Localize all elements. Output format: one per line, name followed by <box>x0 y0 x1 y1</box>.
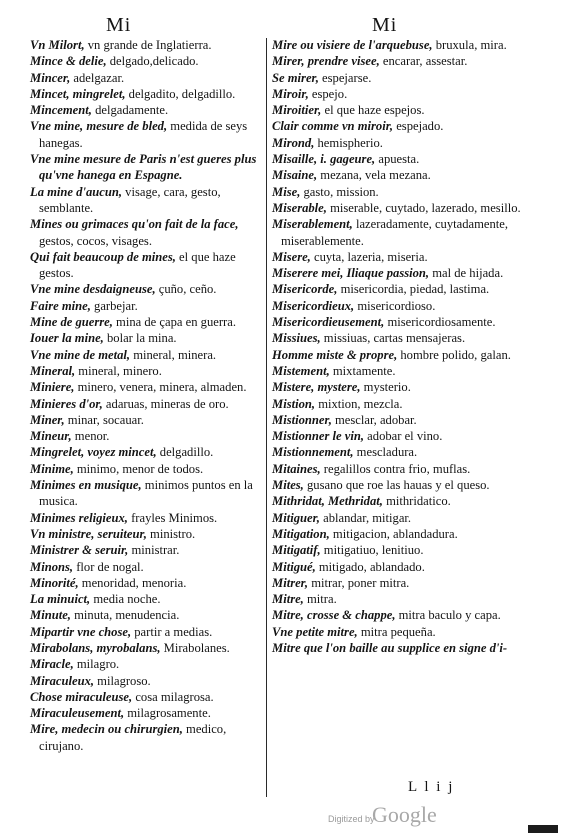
entry-headword: Mitigatif, <box>272 543 321 558</box>
dictionary-entry <box>30 412 262 428</box>
entry-headword: Minimes en musique, <box>30 478 142 493</box>
entry-headword: La minuict, <box>30 592 91 607</box>
entry-definition: minuta, menudencia. <box>70 608 180 623</box>
entry-headword: Mistionner le vin, <box>272 429 365 444</box>
entry-headword: Homme miste & propre, <box>272 347 398 362</box>
entry-definition: menor. <box>71 429 110 444</box>
entry-definition: çuño, ceño. <box>155 282 217 297</box>
header-left: Mi <box>106 14 132 36</box>
dictionary-entry <box>272 412 530 428</box>
entry-headword: Mitrer, <box>272 575 309 590</box>
entry-definition: el que haze gestos. <box>39 249 236 281</box>
entry-headword: Ministrer & seruir, <box>30 543 129 558</box>
entry-headword: Se mirer, <box>272 70 319 85</box>
entry-headword: Faire mine, <box>30 298 91 313</box>
entry-headword: Miracle, <box>30 657 74 672</box>
entry-headword: Mitre, <box>272 592 304 607</box>
entry-headword: Mistion, <box>272 396 316 411</box>
entry-headword: Mistere, mystere, <box>272 380 361 395</box>
dictionary-entry <box>30 330 262 346</box>
dictionary-entry <box>30 102 262 118</box>
entry-headword: Vne mine de metal, <box>30 347 131 362</box>
dictionary-entry <box>30 624 262 640</box>
dictionary-entry <box>272 363 530 379</box>
dictionary-entry <box>272 379 530 395</box>
entry-headword: Vne mine mesure de Paris n'est gueres plus qu'vne hanega en Espagne. <box>30 152 257 183</box>
entry-headword: Mitre que l'on baille au supplice en signe d'i- <box>272 640 508 655</box>
dictionary-entry <box>30 86 262 102</box>
entry-headword: Misericordieux, <box>272 298 355 313</box>
entry-headword: Mines ou grimaces qu'on fait de la face, <box>30 217 239 232</box>
entry-definition: missiuas, cartas mensajeras. <box>320 331 466 346</box>
dictionary-entry <box>30 575 262 591</box>
entry-headword: Miserablement, <box>272 217 353 232</box>
entry-headword: Mire, medecin ou chirurgien, <box>30 722 183 737</box>
dictionary-entry <box>272 559 530 575</box>
entry-headword: Vn Milort, <box>30 38 85 52</box>
dictionary-entry <box>30 477 262 510</box>
dictionary-entry <box>272 184 530 200</box>
entry-definition: delgadamente. <box>91 103 169 118</box>
entry-headword: Mincement, <box>30 103 92 118</box>
entry-definition: flor de nogal. <box>73 559 144 574</box>
dictionary-entry <box>272 396 530 412</box>
entry-definition: mitra. <box>303 592 337 607</box>
entry-headword: Mince & delie, <box>30 54 107 69</box>
entry-headword: Misere, <box>272 249 311 264</box>
dictionary-entry <box>30 444 262 460</box>
entry-headword: Mithridat, Methridat, <box>272 494 383 509</box>
dictionary-entry <box>30 184 262 217</box>
entry-definition: espejo. <box>308 86 348 101</box>
dictionary-entry <box>272 542 530 558</box>
entry-definition: gusano que roe las hauas y el queso. <box>303 478 490 493</box>
entry-definition: delgadito, delgadillo. <box>125 86 236 101</box>
watermark-brand: Google <box>372 802 437 827</box>
entry-definition: minar, socauar. <box>64 412 144 427</box>
entry-definition: mineral, minera. <box>130 347 217 362</box>
dictionary-entry <box>30 298 262 314</box>
entry-definition: delgadillo. <box>156 445 214 460</box>
dictionary-entry <box>30 118 262 151</box>
dictionary-entry <box>272 86 530 102</box>
entry-definition: bruxula, mira. <box>432 38 507 52</box>
dictionary-entry <box>272 493 530 509</box>
entry-definition: hombre polido, galan. <box>397 347 511 362</box>
entry-definition: ablandar, mitigar. <box>319 510 412 525</box>
entry-headword: Mitaines, <box>272 461 321 476</box>
entry-definition: ministrar. <box>128 543 180 558</box>
entry-definition: adaruas, mineras de oro. <box>102 396 229 411</box>
dictionary-entry <box>272 444 530 460</box>
dictionary-entry <box>272 70 530 86</box>
entry-definition: mineral, minero. <box>75 363 162 378</box>
dictionary-entry <box>30 689 262 705</box>
entry-definition: mixtamente. <box>329 363 396 378</box>
entry-definition: adobar el vino. <box>364 429 443 444</box>
entry-headword: Misaille, i. gageure, <box>272 152 376 167</box>
entry-headword: Mistionnement, <box>272 445 354 460</box>
entry-headword: Mitigué, <box>272 559 316 574</box>
entry-headword: Miroir, <box>272 86 309 101</box>
entry-definition: vn grande de Inglatierra. <box>84 38 212 52</box>
entry-headword: Qui fait beaucoup de mines, <box>30 249 176 264</box>
dictionary-entry <box>272 624 530 640</box>
entry-headword: Miraculeux, <box>30 673 95 688</box>
dictionary-entry <box>30 591 262 607</box>
entry-headword: Vne mine desdaigneuse, <box>30 282 156 297</box>
entry-definition: Mirabolanes. <box>160 640 230 655</box>
entry-definition: misericordioso. <box>354 298 436 313</box>
dictionary-entry <box>272 526 530 542</box>
entry-headword: Mineur, <box>30 429 72 444</box>
entry-headword: Mincet, mingrelet, <box>30 86 126 101</box>
entry-definition: mitrar, poner mitra. <box>308 575 410 590</box>
entry-definition: espejado. <box>393 119 444 134</box>
entry-definition: apuesta. <box>375 152 420 167</box>
entry-definition: hemispherio. <box>314 135 383 150</box>
dictionary-entry <box>272 249 530 265</box>
dictionary-entry <box>272 461 530 477</box>
dictionary-entry <box>30 607 262 623</box>
dictionary-entry <box>272 591 530 607</box>
dictionary-entry <box>272 216 530 249</box>
dictionary-entry <box>30 151 262 184</box>
dictionary-entry <box>272 151 530 167</box>
entry-definition: lazeradamente, cuytadamente, miserablemente. <box>281 217 509 248</box>
entry-headword: Mirond, <box>272 135 315 150</box>
entry-headword: Mineral, <box>30 363 76 378</box>
entry-definition: mitigatiuo, lenitiuo. <box>320 543 424 558</box>
entry-headword: Minime, <box>30 461 74 476</box>
dictionary-entry <box>272 477 530 493</box>
dictionary-entry <box>30 542 262 558</box>
entry-headword: Miserable, <box>272 200 327 215</box>
entry-headword: Mitiguer, <box>272 510 320 525</box>
entry-definition: encarar, assestar. <box>379 54 468 69</box>
dictionary-entry <box>30 249 262 282</box>
entry-headword: Chose miraculeuse, <box>30 689 133 704</box>
entry-definition: partir a medias. <box>131 624 213 639</box>
entry-headword: Misericorde, <box>272 282 338 297</box>
entry-definition: cosa milagrosa. <box>132 689 214 704</box>
entry-headword: Mine de guerre, <box>30 315 113 330</box>
dictionary-entry <box>272 330 530 346</box>
entry-definition: ministro. <box>146 526 196 541</box>
left-column <box>30 37 262 754</box>
entry-headword: Vne mine, mesure de bled, <box>30 119 168 134</box>
dictionary-entry <box>272 118 530 134</box>
entry-definition: espejarse. <box>318 70 372 85</box>
entry-definition: miserable, cuytado, lazerado, mesillo. <box>326 200 521 215</box>
entry-headword: Minimes religieux, <box>30 510 128 525</box>
entry-headword: Mitigation, <box>272 526 330 541</box>
dictionary-entry <box>30 347 262 363</box>
dictionary-entry <box>272 347 530 363</box>
entry-definition: milagroso. <box>94 673 151 688</box>
signature-mark: L l i j <box>408 779 455 795</box>
entry-headword: Mipartir vne chose, <box>30 624 132 639</box>
dictionary-entry <box>272 167 530 183</box>
dictionary-entry <box>272 102 530 118</box>
entry-definition: media noche. <box>90 592 161 607</box>
dictionary-entry <box>30 640 262 656</box>
dictionary-entry <box>30 70 262 86</box>
entry-definition: bolar la mina. <box>103 331 177 346</box>
entry-headword: Miraculeusement, <box>30 706 125 721</box>
dictionary-entry <box>30 281 262 297</box>
dictionary-entry <box>30 379 262 395</box>
entry-definition: visage, cara, gesto, semblante. <box>39 184 221 215</box>
entry-definition: mitigacion, ablandadura. <box>329 526 458 541</box>
dictionary-entry <box>272 265 530 281</box>
dictionary-entry <box>30 559 262 575</box>
dictionary-entry <box>272 53 530 69</box>
dictionary-entry <box>30 510 262 526</box>
dictionary-entry <box>272 298 530 314</box>
entry-headword: Miner, <box>30 412 65 427</box>
entry-definition: mithridatico. <box>382 494 451 509</box>
entry-definition: mina de çapa en guerra. <box>112 315 236 330</box>
dictionary-entry <box>30 673 262 689</box>
entry-definition: mal de hijada. <box>429 266 504 281</box>
entry-definition: gasto, mission. <box>300 184 379 199</box>
dictionary-entry <box>30 526 262 542</box>
entry-definition: mitra baculo y capa. <box>395 608 501 623</box>
dictionary-entry <box>272 510 530 526</box>
dictionary-entry <box>272 281 530 297</box>
entry-definition: cuyta, lazeria, miseria. <box>310 249 428 264</box>
dictionary-entry <box>30 461 262 477</box>
entry-definition: milagro. <box>73 657 120 672</box>
entry-headword: Mites, <box>272 478 304 493</box>
entry-definition: minero, venera, minera, almaden. <box>74 380 247 395</box>
watermark-prefix: Digitized by <box>328 814 375 824</box>
dictionary-entry <box>30 396 262 412</box>
entry-definition: mesclar, adobar. <box>331 412 417 427</box>
entry-definition: el que haze espejos. <box>321 103 425 118</box>
entry-headword: Miniere, <box>30 380 75 395</box>
entry-definition: mixtion, mezcla. <box>315 396 403 411</box>
entry-headword: Minorité, <box>30 575 79 590</box>
entry-definition: delgado,delicado. <box>106 54 199 69</box>
entry-headword: Iouer la mine, <box>30 331 104 346</box>
dictionary-entry <box>30 363 262 379</box>
entry-headword: Misericordieusement, <box>272 315 385 330</box>
entry-headword: Mire ou visiere de l'arquebuse, <box>272 38 433 52</box>
dictionary-entry <box>30 37 262 53</box>
entry-headword: Misaine, <box>272 168 318 183</box>
dictionary-entry <box>272 607 530 623</box>
corner-bar <box>528 825 558 833</box>
entry-headword: Miroitier, <box>272 103 322 118</box>
dictionary-entry <box>30 721 262 754</box>
entry-headword: Mistement, <box>272 363 330 378</box>
entry-headword: Mitre, crosse & chappe, <box>272 608 396 623</box>
dictionary-entry <box>272 135 530 151</box>
entry-headword: Mingrelet, voyez mincet, <box>30 445 157 460</box>
dictionary-entry <box>272 200 530 216</box>
entry-definition: garbejar. <box>90 298 138 313</box>
header-right: Mi <box>372 14 398 36</box>
dictionary-entry <box>272 428 530 444</box>
entry-definition: medico, cirujano. <box>39 722 227 753</box>
running-header <box>0 14 564 36</box>
google-watermark <box>0 802 564 828</box>
entry-headword: Clair comme vn miroir, <box>272 119 394 134</box>
dictionary-entry <box>272 640 530 656</box>
dictionary-entry <box>272 314 530 330</box>
dictionary-entry <box>272 37 530 53</box>
entry-headword: Miserere mei, Iliaque passion, <box>272 266 430 281</box>
entry-definition: misericordia, piedad, lastima. <box>337 282 490 297</box>
entry-definition: mysterio. <box>360 380 411 395</box>
right-column <box>272 37 530 656</box>
dictionary-entry <box>30 216 262 249</box>
entry-headword: Vne petite mitre, <box>272 624 358 639</box>
entry-definition: medida de seys hanegas. <box>39 119 248 150</box>
entry-definition: misericordiosamente. <box>384 315 496 330</box>
entry-definition: mitigado, ablandado. <box>315 559 425 574</box>
entry-headword: Minieres d'or, <box>30 396 103 411</box>
entry-headword: Minons, <box>30 559 74 574</box>
entry-headword: Mirabolans, myrobalans, <box>30 640 161 655</box>
entry-definition: regalillos contra frio, muflas. <box>320 461 471 476</box>
column-divider <box>266 38 267 797</box>
entry-headword: La mine d'aucun, <box>30 184 123 199</box>
dictionary-entry <box>30 656 262 672</box>
entry-definition: gestos, cocos, visages. <box>39 233 152 248</box>
entry-definition: mitra pequeña. <box>357 624 436 639</box>
entry-definition: adelgazar. <box>70 70 125 85</box>
entry-headword: Missiues, <box>272 331 321 346</box>
entry-definition: minimo, menor de todos. <box>73 461 204 476</box>
entry-definition: mezana, vela mezana. <box>317 168 431 183</box>
entry-definition: menoridad, menoria. <box>78 575 187 590</box>
entry-headword: Mincer, <box>30 70 71 85</box>
entry-headword: Mirer, prendre visee, <box>272 54 380 69</box>
entry-definition: milagrosamente. <box>124 706 211 721</box>
dictionary-entry <box>30 428 262 444</box>
entry-headword: Mistionner, <box>272 412 332 427</box>
dictionary-entry <box>30 705 262 721</box>
entry-headword: Minute, <box>30 608 71 623</box>
entry-definition: frayles Minimos. <box>127 510 218 525</box>
dictionary-entry <box>30 314 262 330</box>
entry-headword: Mise, <box>272 184 301 199</box>
entry-definition: mescladura. <box>353 445 418 460</box>
entry-definition: minimos puntos en la musica. <box>39 478 253 509</box>
dictionary-entry <box>30 53 262 69</box>
dictionary-entry <box>272 575 530 591</box>
entry-headword: Vn ministre, seruiteur, <box>30 526 147 541</box>
